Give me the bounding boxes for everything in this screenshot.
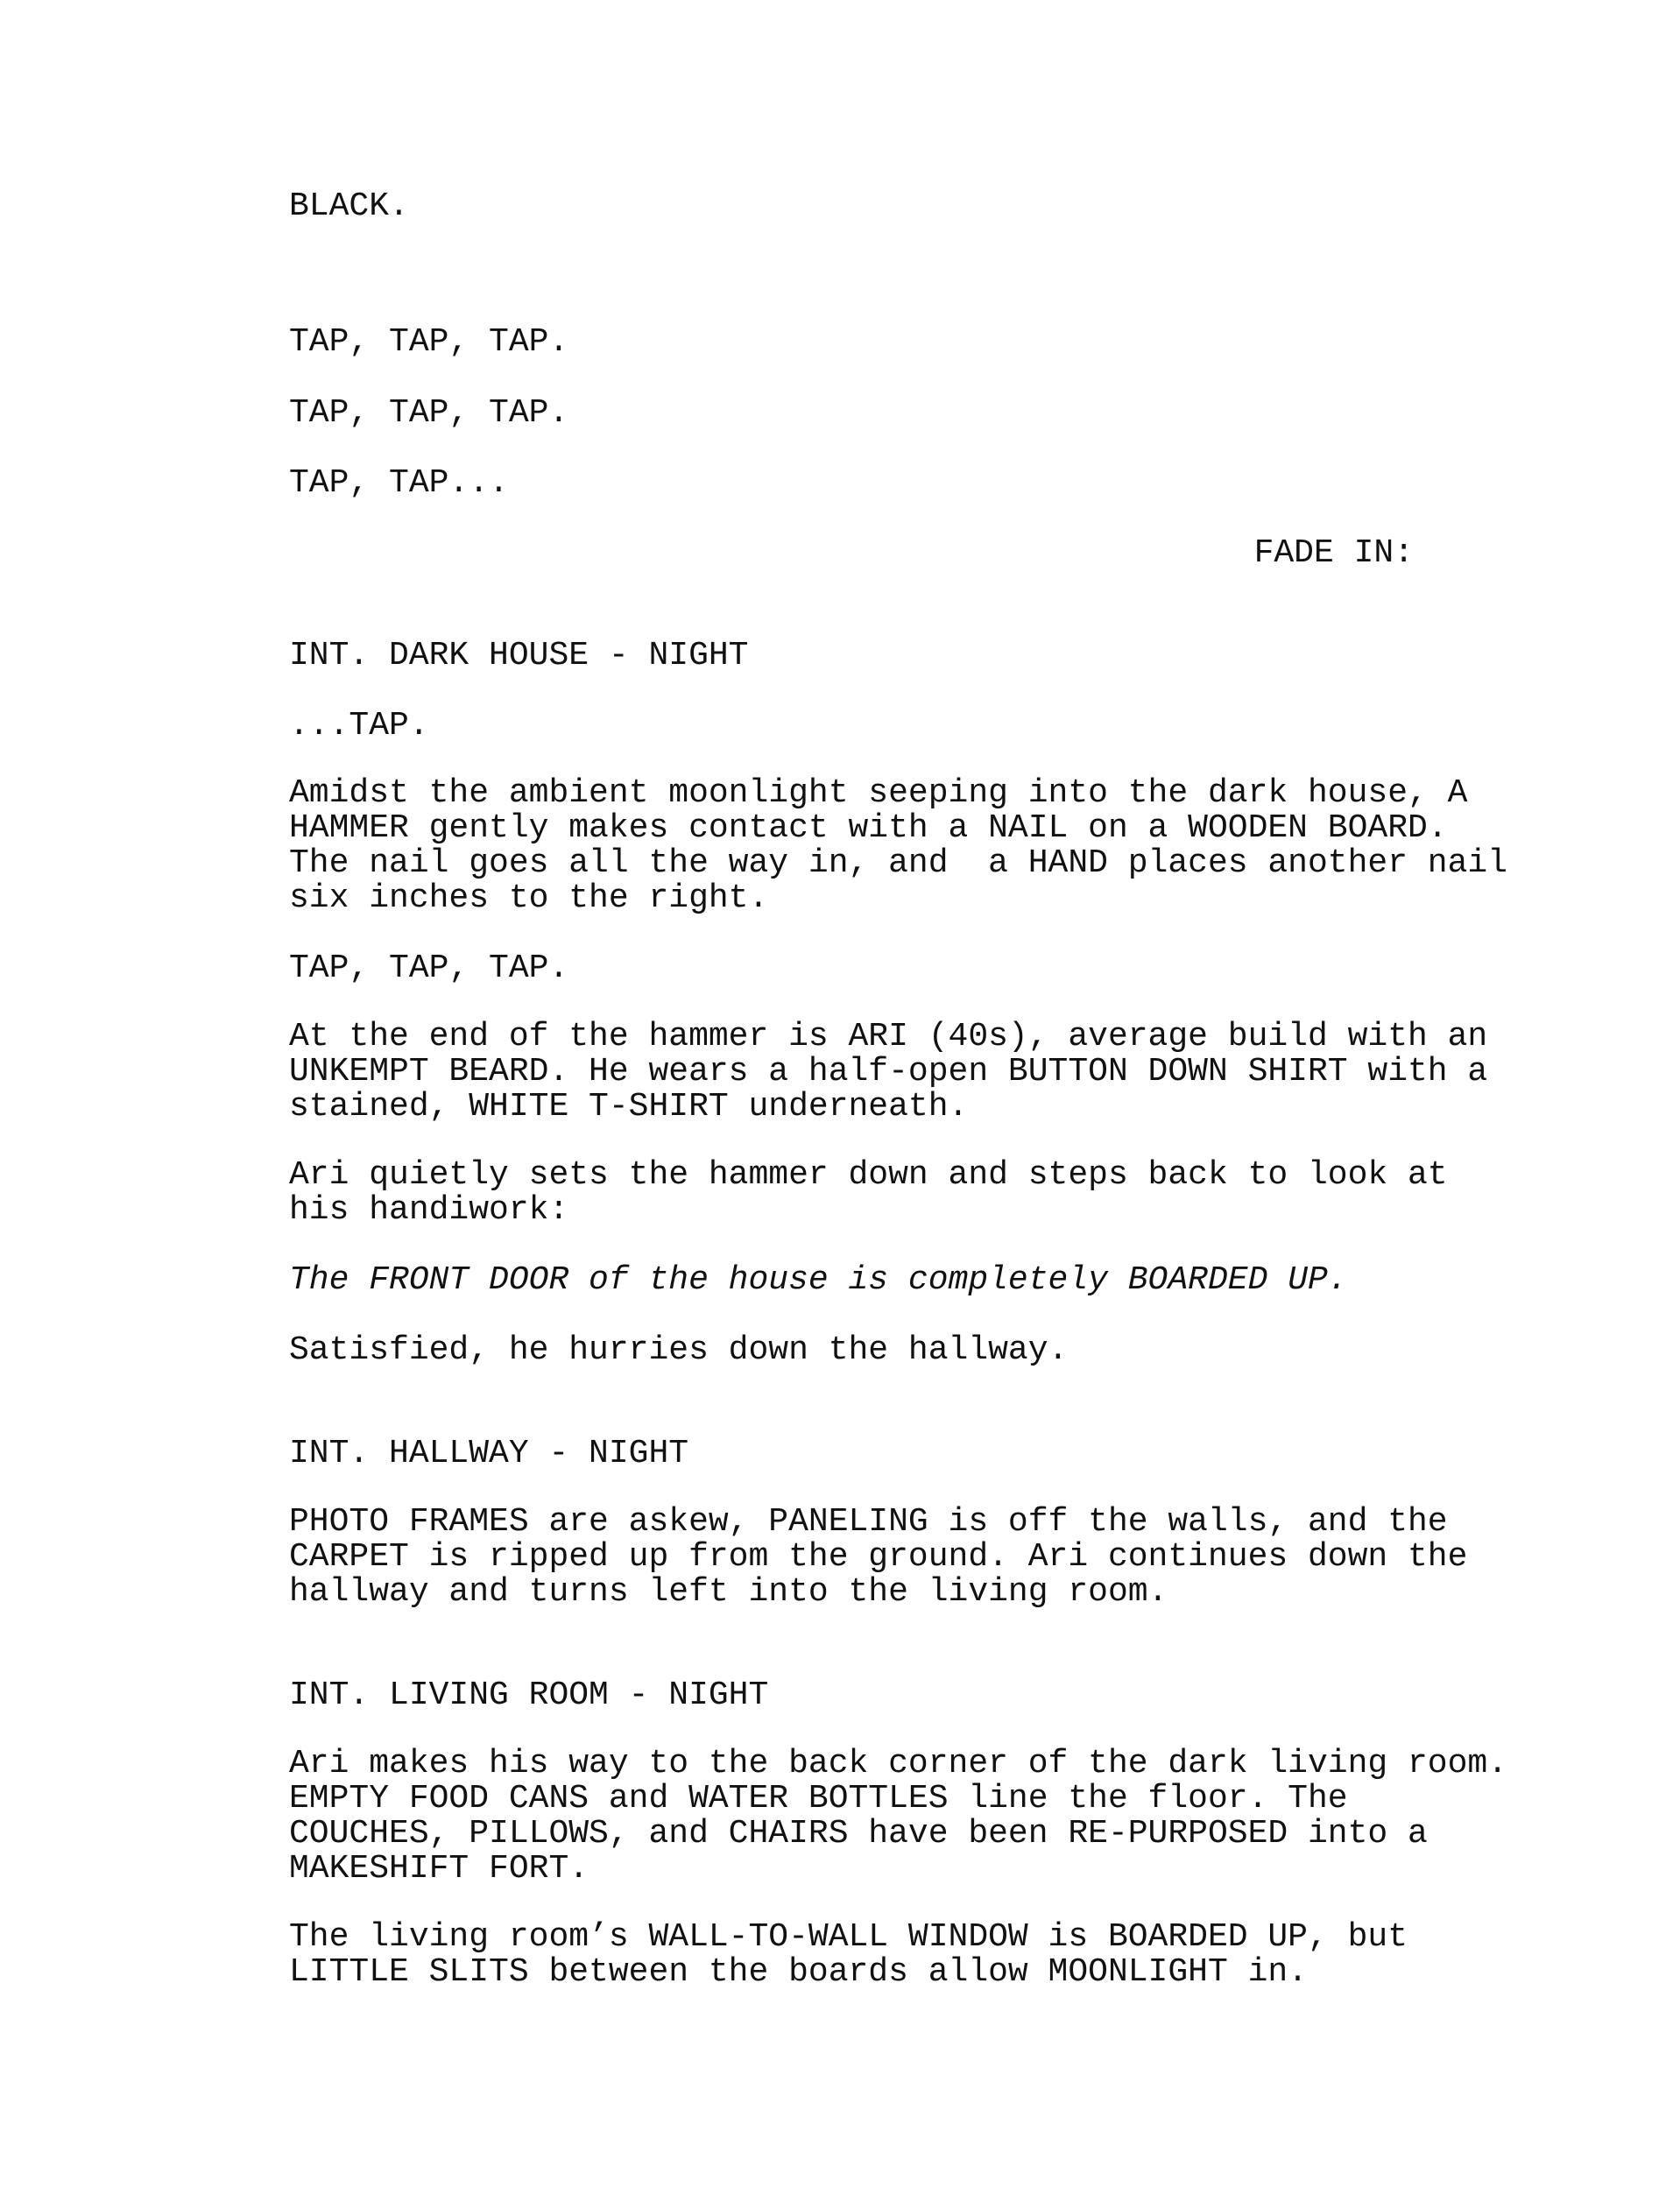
sound-line: TAP, TAP, TAP. [289, 394, 569, 432]
action-line: his handiwork: [289, 1191, 569, 1229]
sound-line: ...TAP. [289, 707, 429, 745]
action-line: The living room’s WALL-TO-WALL WINDOW is BOARDED UP, but [289, 1918, 1408, 1956]
action-line: Amidst the ambient moonlight seeping into the dark house, A [289, 774, 1468, 812]
action-line: HAMMER gently makes contact with a NAIL on a WOODEN BOARD. [289, 809, 1448, 847]
action-line: PHOTO FRAMES are askew, PANELING is off the walls, and the [289, 1503, 1448, 1541]
action-line: Ari makes his way to the back corner of the dark living room. [289, 1745, 1508, 1782]
action-line: COUCHES, PILLOWS, and CHAIRS have been RE-PURPOSED into a [289, 1815, 1428, 1853]
sound-line: TAP, TAP... [289, 464, 509, 502]
action-line: six inches to the right. [289, 879, 769, 917]
sound-line: TAP, TAP, TAP. [289, 323, 569, 361]
action-line: hallway and turns left into the living room. [289, 1573, 1168, 1611]
action-line: UNKEMPT BEARD. He wears a half-open BUTTON DOWN SHIRT with a [289, 1053, 1488, 1090]
action-line: EMPTY FOOD CANS and WATER BOTTLES line the floor. The [289, 1780, 1348, 1817]
italic-action-line: The FRONT DOOR of the house is completely BOARDED UP. [289, 1261, 1348, 1299]
action-line: Satisfied, he hurries down the hallway. [289, 1331, 1069, 1369]
transition-fade-in: FADE IN: [1253, 534, 1414, 572]
sound-line: TAP, TAP, TAP. [289, 949, 569, 987]
action-line: stained, WHITE T-SHIRT underneath. [289, 1088, 969, 1126]
action-line: LITTLE SLITS between the boards allow MOONLIGHT in. [289, 1953, 1308, 1991]
action-line: The nail goes all the way in, and a HAND places another nail [289, 844, 1508, 882]
opening-line: BLACK. [289, 187, 409, 225]
action-line: Ari quietly sets the hammer down and steps back to look at [289, 1156, 1448, 1194]
scene-heading: INT. LIVING ROOM - NIGHT [289, 1676, 769, 1714]
scene-heading: INT. HALLWAY - NIGHT [289, 1435, 689, 1472]
scene-heading: INT. DARK HOUSE - NIGHT [289, 637, 749, 674]
action-line: At the end of the hammer is ARI (40s), average build with an [289, 1018, 1488, 1055]
action-line: MAKESHIFT FORT. [289, 1850, 589, 1888]
action-line: CARPET is ripped up from the ground. Ari continues down the [289, 1538, 1468, 1576]
